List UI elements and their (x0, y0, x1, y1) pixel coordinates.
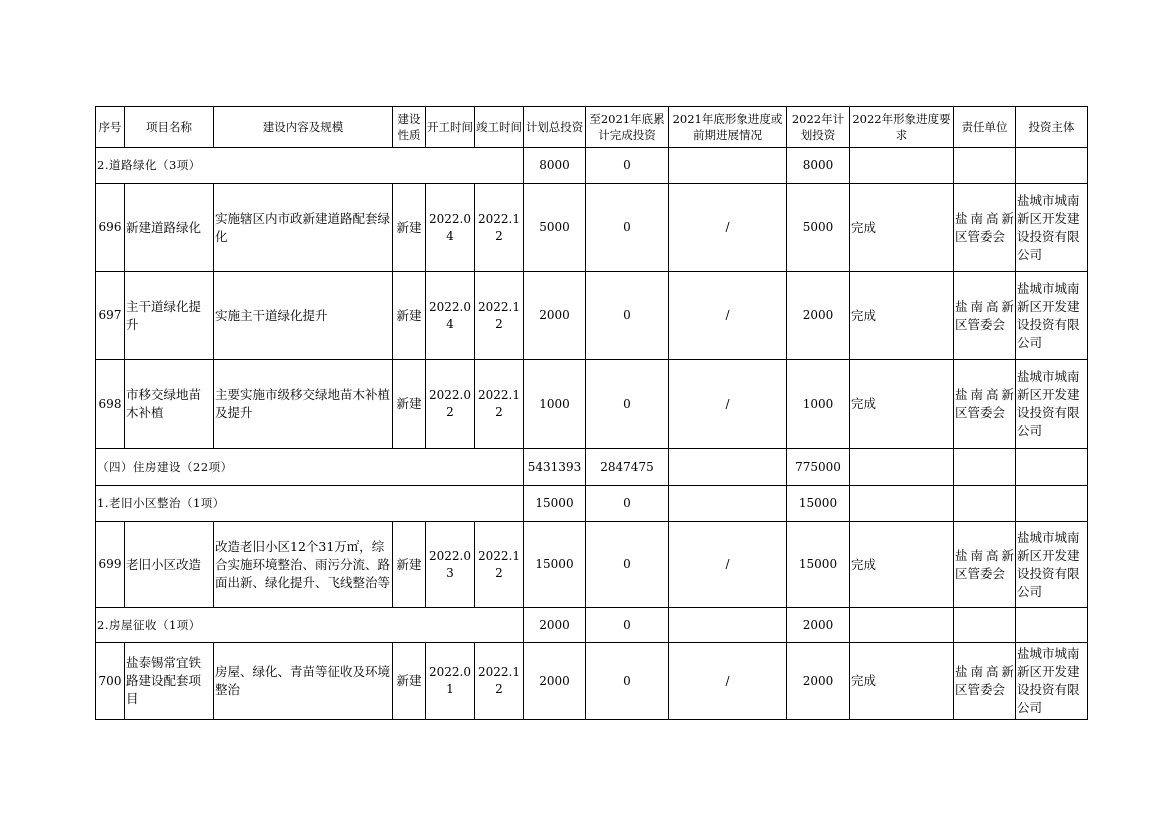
row-number: 700 (96, 643, 125, 720)
requirement-cell: 完成 (850, 643, 954, 720)
header-cell: 责任单位 (954, 107, 1016, 148)
header-cell: 至2021年底累计完成投资 (586, 107, 669, 148)
header-cell: 2021年底形象进度或前期进展情况 (669, 107, 787, 148)
header-cell: 投资主体 (1016, 107, 1088, 148)
investor-cell: 盐城市城南新区开发建设投资有限公司 (1016, 360, 1088, 449)
build-nature: 新建 (393, 360, 426, 449)
investor-cell: 盐城市城南新区开发建设投资有限公司 (1016, 184, 1088, 272)
row-number: 696 (96, 184, 125, 272)
project-content: 实施辖区内市政新建道路配套绿化 (214, 184, 393, 272)
section-row (96, 486, 1088, 522)
investor-cell: 盐城市城南新区开发建设投资有限公司 (1016, 522, 1088, 608)
section-title: 2.房屋征收（1项） (96, 608, 524, 643)
unit-cell: 盐南高新区管委会 (954, 643, 1016, 720)
row-number: 699 (96, 522, 125, 608)
row-number: 698 (96, 360, 125, 449)
progress-cell (669, 608, 787, 643)
header-cell: 竣工时间 (475, 107, 524, 148)
total-investment: 2000 (524, 608, 586, 643)
investor-cell (1016, 486, 1088, 522)
end-time: 2022.12 (475, 184, 524, 272)
plan-2022: 2000 (787, 608, 850, 643)
completed-investment: 0 (586, 643, 669, 720)
requirement-cell (850, 148, 954, 184)
progress-cell (669, 486, 787, 522)
total-investment: 8000 (524, 148, 586, 184)
plan-2022: 5000 (787, 184, 850, 272)
section-title: 1.老旧小区整治（1项） (96, 486, 524, 522)
progress-cell: / (669, 184, 787, 272)
build-nature: 新建 (393, 522, 426, 608)
project-name: 市移交绿地苗木补植 (125, 360, 214, 449)
completed-investment: 0 (586, 148, 669, 184)
start-time: 2022.03 (426, 522, 475, 608)
project-name: 盐泰锡常宜铁路建设配套项目 (125, 643, 214, 720)
completed-investment: 0 (586, 486, 669, 522)
total-investment: 15000 (524, 522, 586, 608)
total-investment: 2000 (524, 272, 586, 360)
table-row (96, 643, 1088, 720)
investor-cell (1016, 449, 1088, 486)
unit-cell: 盐南高新区管委会 (954, 522, 1016, 608)
table-row (96, 360, 1088, 449)
completed-investment: 0 (586, 184, 669, 272)
section-title: 2.道路绿化（3项） (96, 148, 524, 184)
end-time: 2022.12 (475, 360, 524, 449)
end-time: 2022.12 (475, 272, 524, 360)
completed-investment: 2847475 (586, 449, 669, 486)
header-cell: 序号 (96, 107, 125, 148)
unit-cell (954, 449, 1016, 486)
unit-cell: 盐南高新区管委会 (954, 184, 1016, 272)
table-row (96, 522, 1088, 608)
header-cell: 项目名称 (125, 107, 214, 148)
requirement-cell (850, 486, 954, 522)
header-row (96, 107, 1088, 148)
row-number: 697 (96, 272, 125, 360)
progress-cell (669, 449, 787, 486)
requirement-cell: 完成 (850, 360, 954, 449)
table-row (96, 272, 1088, 360)
project-name: 老旧小区改造 (125, 522, 214, 608)
unit-cell: 盐南高新区管委会 (954, 272, 1016, 360)
build-nature: 新建 (393, 272, 426, 360)
header-cell: 计划总投资 (524, 107, 586, 148)
total-investment: 15000 (524, 486, 586, 522)
investor-cell: 盐城市城南新区开发建设投资有限公司 (1016, 272, 1088, 360)
total-investment: 5000 (524, 184, 586, 272)
total-investment: 1000 (524, 360, 586, 449)
section-row (96, 148, 1088, 184)
progress-cell: / (669, 643, 787, 720)
header-cell: 开工时间 (426, 107, 475, 148)
requirement-cell (850, 449, 954, 486)
unit-cell (954, 608, 1016, 643)
requirement-cell: 完成 (850, 272, 954, 360)
plan-2022: 2000 (787, 643, 850, 720)
plan-2022: 1000 (787, 360, 850, 449)
unit-cell (954, 148, 1016, 184)
start-time: 2022.04 (426, 272, 475, 360)
progress-cell: / (669, 272, 787, 360)
plan-2022: 15000 (787, 486, 850, 522)
total-investment: 5431393 (524, 449, 586, 486)
progress-cell: / (669, 360, 787, 449)
progress-cell: / (669, 522, 787, 608)
plan-2022: 15000 (787, 522, 850, 608)
investor-cell (1016, 148, 1088, 184)
end-time: 2022.12 (475, 522, 524, 608)
plan-2022: 775000 (787, 449, 850, 486)
end-time: 2022.12 (475, 643, 524, 720)
header-cell: 建设内容及规模 (214, 107, 393, 148)
plan-2022: 2000 (787, 272, 850, 360)
project-content: 房屋、绿化、青苗等征收及环境整治 (214, 643, 393, 720)
project-content: 实施主干道绿化提升 (214, 272, 393, 360)
start-time: 2022.02 (426, 360, 475, 449)
header-cell: 2022年形象进度要求 (850, 107, 954, 148)
start-time: 2022.04 (426, 184, 475, 272)
project-table (95, 106, 1088, 720)
investor-cell: 盐城市城南新区开发建设投资有限公司 (1016, 643, 1088, 720)
unit-cell: 盐南高新区管委会 (954, 360, 1016, 449)
header-cell: 2022年计划投资 (787, 107, 850, 148)
unit-cell (954, 486, 1016, 522)
completed-investment: 0 (586, 522, 669, 608)
total-investment: 2000 (524, 643, 586, 720)
project-content: 主要实施市级移交绿地苗木补植及提升 (214, 360, 393, 449)
completed-investment: 0 (586, 608, 669, 643)
section-row (96, 449, 1088, 486)
requirement-cell (850, 608, 954, 643)
completed-investment: 0 (586, 272, 669, 360)
build-nature: 新建 (393, 643, 426, 720)
requirement-cell: 完成 (850, 522, 954, 608)
section-title: （四）住房建设（22项） (96, 449, 524, 486)
build-nature: 新建 (393, 184, 426, 272)
header-cell: 建设性质 (393, 107, 426, 148)
project-name: 新建道路绿化 (125, 184, 214, 272)
project-name: 主干道绿化提升 (125, 272, 214, 360)
project-content: 改造老旧小区12个31万㎡，综合实施环境整治、雨污分流、路面出新、绿化提升、飞线整治等 (214, 522, 393, 608)
investor-cell (1016, 608, 1088, 643)
start-time: 2022.01 (426, 643, 475, 720)
progress-cell (669, 148, 787, 184)
section-row (96, 608, 1088, 643)
plan-2022: 8000 (787, 148, 850, 184)
completed-investment: 0 (586, 360, 669, 449)
table-row (96, 184, 1088, 272)
requirement-cell: 完成 (850, 184, 954, 272)
